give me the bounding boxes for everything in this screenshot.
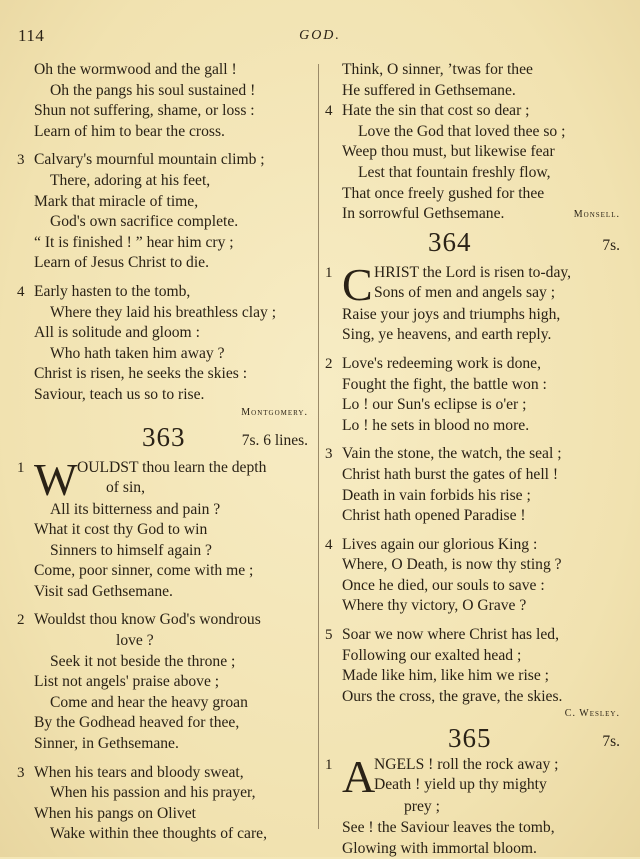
verse-line: Lo ! our Sun's eclipse is o'er ; xyxy=(342,396,527,414)
hymn-opening xyxy=(322,258,624,310)
verse-line: Come and hear the heavy groan xyxy=(50,693,248,711)
hymn-header xyxy=(322,721,624,755)
drop-cap: C xyxy=(342,258,373,310)
verse-line: Seek it not beside the throne ; xyxy=(50,652,236,670)
hymn-meter: 7s. xyxy=(602,236,620,254)
verse-line: Come, poor sinner, come with me ; xyxy=(34,562,254,580)
verse-line: Oh the wormwood and the gall ! xyxy=(34,61,237,78)
verse-line: prey ; xyxy=(404,798,440,816)
page-number: 114 xyxy=(18,26,45,45)
verse-line: 3 Vain the stone, the watch, the seal ; xyxy=(322,444,624,465)
verse-line: In sorrowful Gethsemane. Monsell. xyxy=(322,204,624,225)
drop-cap: W xyxy=(34,453,78,505)
verse-number: 2 xyxy=(17,612,25,629)
verse-line: Saviour, teach us so to rise. xyxy=(34,385,205,403)
verse-number: 1 xyxy=(325,264,333,281)
verse-line: Where thy victory, O Grave ? xyxy=(342,597,527,615)
verse-number: 3 xyxy=(325,446,333,463)
verse-line: Once he died, our souls to save : xyxy=(342,576,545,594)
verse-line: OULDST thou learn the depth xyxy=(77,458,267,476)
verse-line: of sin, xyxy=(106,478,145,496)
author-attribution: C. Wesley. xyxy=(564,708,620,720)
verse-line: NGELS ! roll the rock away ; xyxy=(374,756,559,774)
hymn-number: 365 xyxy=(448,723,492,754)
verse-number: 5 xyxy=(325,627,333,644)
hymn-number: 363 xyxy=(142,421,186,452)
hymn-opening xyxy=(14,453,312,505)
verse-line: There, adoring at his feet, xyxy=(50,171,211,189)
verse-line: Ours the cross, the grave, the skies. xyxy=(342,687,563,705)
drop-cap: A xyxy=(342,751,376,803)
verse-line: Glowing with immortal bloom. xyxy=(342,839,537,857)
verse-line: God's own sacrifice complete. xyxy=(50,213,239,231)
verse-number: 4 xyxy=(325,103,333,120)
verse-line: 4 Hate the sin that cost so dear ; xyxy=(322,101,624,122)
verse-line: Death ! yield up thy mighty xyxy=(374,776,547,794)
author-attribution: Monsell. xyxy=(573,209,620,221)
left-column xyxy=(14,60,312,845)
verse-line: See ! the Saviour leaves the tomb, xyxy=(342,819,555,837)
verse-number: 4 xyxy=(17,283,25,300)
verse-line: Sinner, in Gethsemane. xyxy=(34,735,179,753)
verse-line: Sons of men and angels say ; xyxy=(374,283,556,301)
hymn-meter: 7s. xyxy=(602,733,620,751)
verse-line: Christ hath burst the gates of hell ! xyxy=(342,465,559,483)
column-divider xyxy=(318,64,319,829)
verse-line: Wake within thee thoughts of care, xyxy=(50,825,267,843)
verse-line: love ? xyxy=(116,632,154,650)
verse-line: Mark that miracle of time, xyxy=(34,192,199,210)
verse-line: Lo ! he sets in blood no more. xyxy=(342,416,530,434)
verse-line: Sinners to himself again ? xyxy=(50,541,212,559)
verse-line: HRIST the Lord is risen to-day, xyxy=(374,263,572,281)
verse-line: Christ hath opened Paradise ! xyxy=(342,507,526,525)
verse-line: He suffered in Gethsemane. xyxy=(342,81,516,99)
verse-line: Where, O Death, is now thy sting ? xyxy=(342,556,562,574)
running-head: GOD. xyxy=(299,28,341,43)
hymn-number: 364 xyxy=(428,226,472,257)
verse-line: That once freely gushed for thee xyxy=(342,184,545,202)
verse-line: “ It is finished ! ” hear him cry ; xyxy=(34,233,234,251)
verse-line: When his passion and his prayer, xyxy=(50,784,256,802)
author-attribution: Montgomery. xyxy=(241,406,308,418)
verse-line: Learn of him to bear the cross. xyxy=(34,122,225,140)
verse-line: 5 Soar we now where Christ has led, xyxy=(322,625,624,646)
hymn-header xyxy=(14,420,312,458)
page-header xyxy=(0,26,640,48)
verse-line: 3 When his tears and bloody sweat, xyxy=(14,763,312,784)
verse-number: 3 xyxy=(17,764,25,781)
verse-line: Where they laid his breathless clay ; xyxy=(50,303,277,321)
verse-line: Shun not suffering, shame, or loss : xyxy=(34,102,255,120)
verse-line: Sing, ye heavens, and earth reply. xyxy=(342,326,552,344)
verse-line: Fought the fight, the battle won : xyxy=(342,375,547,393)
verse-line: All is solitude and gloom : xyxy=(34,324,200,342)
verse-line: Raise your joys and triumphs high, xyxy=(342,305,561,323)
verse-line: Lest that fountain freshly flow, xyxy=(358,163,551,181)
hymn-meter: 7s. 6 lines. xyxy=(241,431,308,449)
verse-line: When his pangs on Olivet xyxy=(34,804,196,822)
verse-line: Made like him, like him we rise ; xyxy=(342,667,550,685)
verse-line: Think, O sinner, ’twas for thee xyxy=(342,61,533,78)
verse-line: Oh the pangs his soul sustained ! xyxy=(50,81,256,99)
verse-line: 2 Wouldst thou know God's wondrous xyxy=(14,610,312,631)
verse-line: Christ is risen, he seeks the skies : xyxy=(34,365,248,383)
verse-line: Following our exalted head ; xyxy=(342,646,522,664)
verse-line: Who hath taken him away ? xyxy=(50,344,225,362)
hymn-header xyxy=(322,225,624,263)
verse-line: 4 Early hasten to the tomb, xyxy=(14,282,312,303)
verse-number: 1 xyxy=(17,459,25,476)
hymn-opening xyxy=(322,751,624,803)
verse-line: What it cost thy God to win xyxy=(34,521,208,539)
verse-line: Weep thou must, but likewise fear xyxy=(342,143,555,161)
verse-line: Death in vain forbids his rise ; xyxy=(342,486,531,504)
verse-number: 4 xyxy=(325,536,333,553)
verse-line: 3 Calvary's mournful mountain climb ; xyxy=(14,150,312,171)
verse-line: 4 Lives again our glorious King : xyxy=(322,535,624,556)
verse-line: All its bitterness and pain ? xyxy=(50,500,221,518)
right-column xyxy=(322,60,624,859)
verse-number: 2 xyxy=(325,355,333,372)
verse-number: 3 xyxy=(17,152,25,169)
verse-number: 1 xyxy=(325,757,333,774)
verse-line: By the Godhead heaved for thee, xyxy=(34,714,240,732)
verse-line: 2 Love's redeeming work is done, xyxy=(322,354,624,375)
verse-line: List not angels' praise above ; xyxy=(34,673,220,691)
verse-line: Learn of Jesus Christ to die. xyxy=(34,254,209,272)
verse-line: Love the God that loved thee so ; xyxy=(358,122,566,140)
verse-line: Visit sad Gethsemane. xyxy=(34,582,173,600)
